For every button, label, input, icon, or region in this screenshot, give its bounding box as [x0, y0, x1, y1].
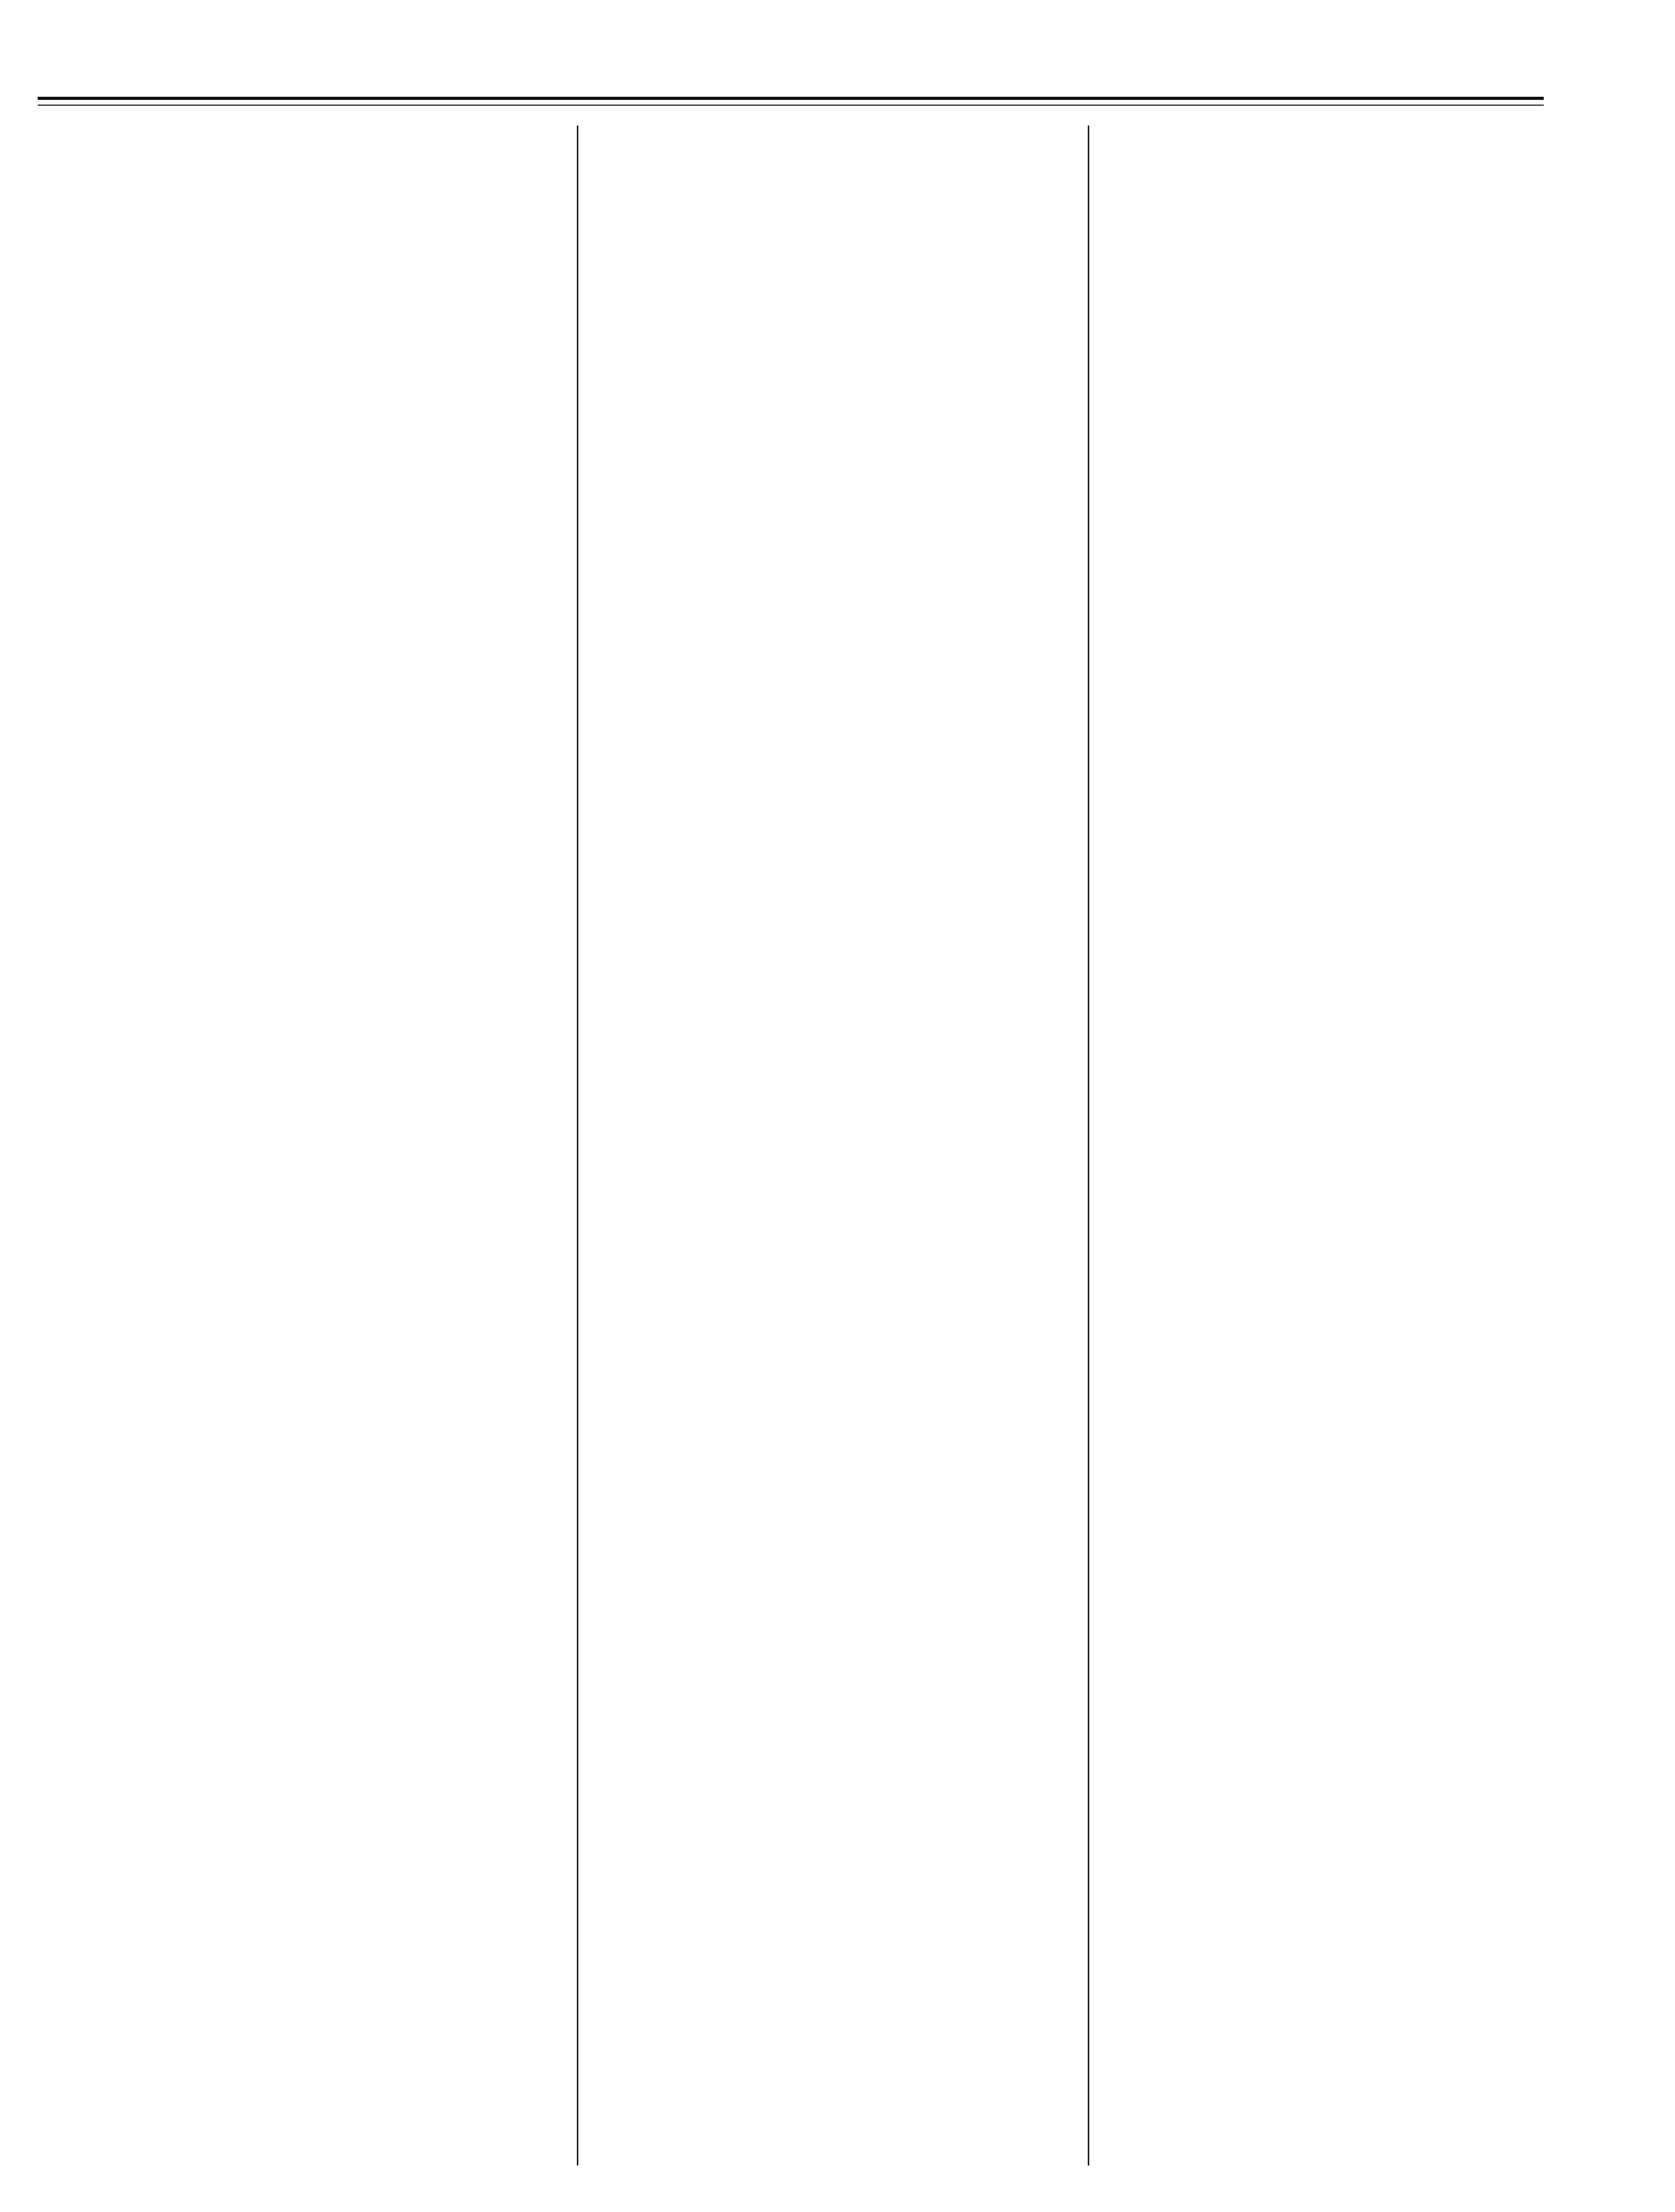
column-3: [1096, 120, 1582, 126]
header-rule-thick: [38, 97, 1544, 100]
header-rule-thin: [38, 105, 1544, 106]
signature-line: [580, 156, 1083, 179]
signer-title-line: [77, 143, 574, 166]
assets-heading: [580, 120, 1083, 143]
page-header: [38, 48, 1544, 90]
statement-heading: [77, 196, 574, 219]
column-1: [77, 120, 574, 243]
dateline: [77, 170, 574, 193]
column-2: [580, 120, 1083, 211]
signature-line: [77, 120, 574, 143]
signer-title-line: [580, 179, 1083, 202]
column-divider-left: [577, 126, 578, 2165]
column-divider-right: [1088, 126, 1089, 2165]
liabilities-heading: [77, 220, 574, 243]
